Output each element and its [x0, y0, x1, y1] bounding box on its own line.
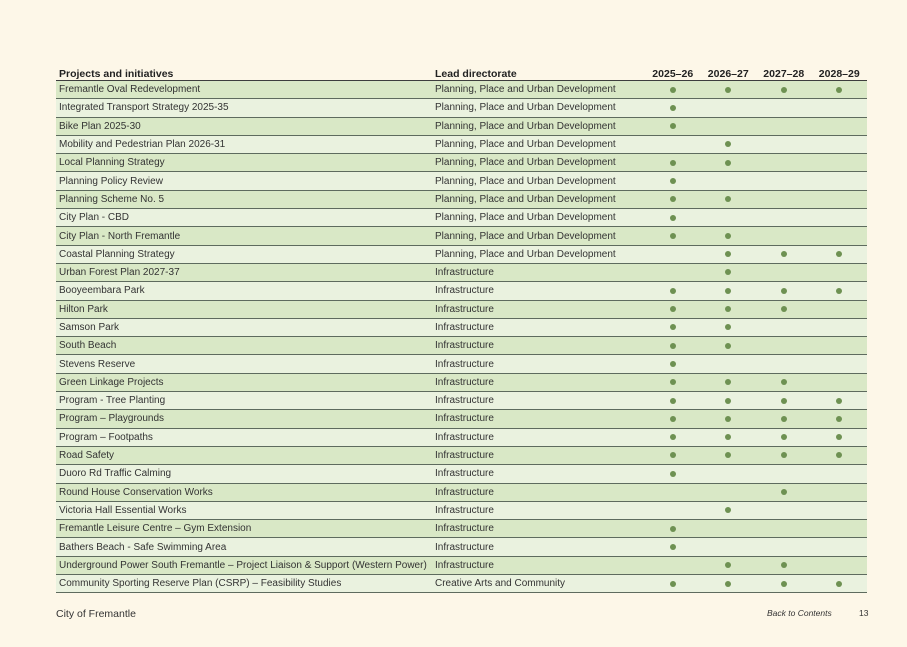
lead-directorate-cell: Infrastructure	[432, 318, 645, 336]
year-cell	[812, 428, 868, 446]
project-name-cell: Fremantle Oval Redevelopment	[56, 81, 432, 99]
table-row	[56, 410, 867, 428]
year-cell	[645, 300, 701, 318]
project-name-cell: Planning Scheme No. 5	[56, 190, 432, 208]
lead-directorate-cell: Infrastructure	[432, 556, 645, 574]
year-cell	[645, 446, 701, 464]
year-cell	[645, 135, 701, 153]
scheduled-dot-icon	[670, 544, 676, 550]
table-row	[56, 373, 867, 391]
scheduled-dot-icon	[670, 361, 676, 367]
scheduled-dot-icon	[725, 141, 731, 147]
year-cell	[701, 355, 757, 373]
year-cell	[812, 410, 868, 428]
year-cell	[645, 245, 701, 263]
year-cell	[645, 501, 701, 519]
project-name-cell: Program - Tree Planting	[56, 392, 432, 410]
project-name-cell: Bathers Beach - Safe Swimming Area	[56, 538, 432, 556]
year-cell	[756, 300, 812, 318]
lead-directorate-cell: Infrastructure	[432, 337, 645, 355]
scheduled-dot-icon	[670, 306, 676, 312]
year-cell	[812, 556, 868, 574]
project-name-cell: Victoria Hall Essential Works	[56, 501, 432, 519]
year-cell	[812, 81, 868, 99]
project-name-cell: South Beach	[56, 337, 432, 355]
table-header-row	[56, 63, 867, 81]
year-cell	[701, 190, 757, 208]
lead-directorate-cell: Infrastructure	[432, 410, 645, 428]
year-cell	[645, 337, 701, 355]
lead-directorate-cell: Infrastructure	[432, 428, 645, 446]
table-row	[56, 282, 867, 300]
year-cell	[701, 245, 757, 263]
project-name-cell: Hilton Park	[56, 300, 432, 318]
year-cell	[756, 154, 812, 172]
lead-directorate-cell: Infrastructure	[432, 465, 645, 483]
scheduled-dot-icon	[670, 324, 676, 330]
table-body	[56, 81, 867, 593]
year-cell	[812, 538, 868, 556]
year-cell	[645, 465, 701, 483]
lead-directorate-cell: Planning, Place and Urban Development	[432, 190, 645, 208]
year-cell	[756, 373, 812, 391]
project-name-cell: Community Sporting Reserve Plan (CSRP) – Feasibility Studies	[56, 575, 432, 593]
project-name-cell: Road Safety	[56, 446, 432, 464]
year-cell	[812, 300, 868, 318]
project-name-cell: Round House Conservation Works	[56, 483, 432, 501]
year-cell	[756, 556, 812, 574]
year-cell	[645, 428, 701, 446]
year-cell	[701, 263, 757, 281]
year-cell	[756, 135, 812, 153]
lead-directorate-cell: Planning, Place and Urban Development	[432, 172, 645, 190]
scheduled-dot-icon	[725, 434, 731, 440]
lead-directorate-cell: Infrastructure	[432, 501, 645, 519]
year-cell	[645, 227, 701, 245]
scheduled-dot-icon	[725, 562, 731, 568]
year-cell	[756, 465, 812, 483]
year-cell	[756, 575, 812, 593]
year-cell	[701, 520, 757, 538]
scheduled-dot-icon	[670, 105, 676, 111]
table-row	[56, 483, 867, 501]
year-cell	[645, 172, 701, 190]
project-name-cell: Program – Footpaths	[56, 428, 432, 446]
year-cell	[812, 99, 868, 117]
year-cell	[812, 227, 868, 245]
year-cell	[645, 392, 701, 410]
scheduled-dot-icon	[725, 507, 731, 513]
year-cell	[756, 446, 812, 464]
project-name-cell: City Plan - CBD	[56, 209, 432, 227]
lead-directorate-cell: Infrastructure	[432, 538, 645, 556]
scheduled-dot-icon	[670, 123, 676, 129]
scheduled-dot-icon	[670, 581, 676, 587]
table-row	[56, 117, 867, 135]
year-cell	[645, 117, 701, 135]
scheduled-dot-icon	[725, 251, 731, 257]
scheduled-dot-icon	[725, 196, 731, 202]
year-cell	[756, 538, 812, 556]
year-cell	[645, 190, 701, 208]
project-name-cell: Integrated Transport Strategy 2025-35	[56, 99, 432, 117]
scheduled-dot-icon	[670, 160, 676, 166]
scheduled-dot-icon	[781, 416, 787, 422]
year-cell	[812, 263, 868, 281]
scheduled-dot-icon	[670, 178, 676, 184]
table-row	[56, 318, 867, 336]
scheduled-dot-icon	[725, 581, 731, 587]
header-year: 2027–28	[756, 63, 812, 81]
scheduled-dot-icon	[781, 562, 787, 568]
projects-table	[56, 63, 867, 593]
year-cell	[812, 520, 868, 538]
year-cell	[701, 99, 757, 117]
year-cell	[701, 538, 757, 556]
year-cell	[645, 483, 701, 501]
scheduled-dot-icon	[725, 398, 731, 404]
lead-directorate-cell: Infrastructure	[432, 282, 645, 300]
year-cell	[756, 428, 812, 446]
year-cell	[812, 483, 868, 501]
lead-directorate-cell: Planning, Place and Urban Development	[432, 117, 645, 135]
year-cell	[701, 483, 757, 501]
year-cell	[812, 245, 868, 263]
scheduled-dot-icon	[670, 434, 676, 440]
table-row	[56, 428, 867, 446]
year-cell	[812, 154, 868, 172]
lead-directorate-cell: Planning, Place and Urban Development	[432, 81, 645, 99]
year-cell	[756, 520, 812, 538]
year-cell	[756, 227, 812, 245]
scheduled-dot-icon	[781, 581, 787, 587]
table-row	[56, 263, 867, 281]
year-cell	[812, 355, 868, 373]
year-cell	[645, 209, 701, 227]
lead-directorate-cell: Infrastructure	[432, 520, 645, 538]
scheduled-dot-icon	[725, 269, 731, 275]
year-cell	[645, 575, 701, 593]
project-name-cell: Mobility and Pedestrian Plan 2026-31	[56, 135, 432, 153]
scheduled-dot-icon	[670, 398, 676, 404]
project-name-cell: Urban Forest Plan 2027-37	[56, 263, 432, 281]
header-year: 2025–26	[645, 63, 701, 81]
scheduled-dot-icon	[670, 288, 676, 294]
year-cell	[756, 172, 812, 190]
table-row	[56, 300, 867, 318]
year-cell	[756, 81, 812, 99]
year-cell	[812, 172, 868, 190]
project-name-cell: Local Planning Strategy	[56, 154, 432, 172]
table-row	[56, 465, 867, 483]
scheduled-dot-icon	[836, 434, 842, 440]
year-cell	[756, 263, 812, 281]
year-cell	[756, 282, 812, 300]
project-name-cell: Booyeembara Park	[56, 282, 432, 300]
year-cell	[812, 446, 868, 464]
scheduled-dot-icon	[781, 87, 787, 93]
scheduled-dot-icon	[781, 434, 787, 440]
scheduled-dot-icon	[725, 452, 731, 458]
scheduled-dot-icon	[725, 324, 731, 330]
scheduled-dot-icon	[725, 233, 731, 239]
table-row	[56, 172, 867, 190]
page-number: 13	[859, 608, 869, 618]
table-row	[56, 446, 867, 464]
scheduled-dot-icon	[836, 398, 842, 404]
scheduled-dot-icon	[836, 416, 842, 422]
year-cell	[701, 154, 757, 172]
project-name-cell: Samson Park	[56, 318, 432, 336]
header-year: 2026–27	[701, 63, 757, 81]
year-cell	[645, 355, 701, 373]
scheduled-dot-icon	[725, 416, 731, 422]
lead-directorate-cell: Planning, Place and Urban Development	[432, 99, 645, 117]
year-cell	[812, 373, 868, 391]
lead-directorate-cell: Infrastructure	[432, 373, 645, 391]
lead-directorate-cell: Infrastructure	[432, 355, 645, 373]
year-cell	[701, 575, 757, 593]
back-to-contents-link[interactable]: Back to Contents	[767, 608, 832, 618]
year-cell	[701, 135, 757, 153]
year-cell	[701, 227, 757, 245]
lead-directorate-cell: Planning, Place and Urban Development	[432, 245, 645, 263]
table-row	[56, 154, 867, 172]
year-cell	[701, 209, 757, 227]
footer-org: City of Fremantle	[56, 608, 136, 620]
header-year: 2028–29	[812, 63, 868, 81]
project-name-cell: Coastal Planning Strategy	[56, 245, 432, 263]
year-cell	[645, 556, 701, 574]
scheduled-dot-icon	[725, 160, 731, 166]
scheduled-dot-icon	[670, 526, 676, 532]
year-cell	[701, 392, 757, 410]
lead-directorate-cell: Planning, Place and Urban Development	[432, 154, 645, 172]
project-name-cell: Program – Playgrounds	[56, 410, 432, 428]
year-cell	[645, 99, 701, 117]
year-cell	[756, 337, 812, 355]
year-cell	[701, 318, 757, 336]
project-name-cell: Planning Policy Review	[56, 172, 432, 190]
year-cell	[701, 300, 757, 318]
year-cell	[812, 209, 868, 227]
lead-directorate-cell: Planning, Place and Urban Development	[432, 135, 645, 153]
scheduled-dot-icon	[670, 452, 676, 458]
scheduled-dot-icon	[836, 251, 842, 257]
year-cell	[701, 117, 757, 135]
scheduled-dot-icon	[781, 379, 787, 385]
year-cell	[756, 318, 812, 336]
lead-directorate-cell: Infrastructure	[432, 446, 645, 464]
scheduled-dot-icon	[781, 452, 787, 458]
year-cell	[645, 318, 701, 336]
scheduled-dot-icon	[725, 343, 731, 349]
scheduled-dot-icon	[781, 288, 787, 294]
year-cell	[645, 282, 701, 300]
project-name-cell: Duoro Rd Traffic Calming	[56, 465, 432, 483]
scheduled-dot-icon	[725, 87, 731, 93]
year-cell	[701, 556, 757, 574]
year-cell	[701, 446, 757, 464]
project-name-cell: City Plan - North Fremantle	[56, 227, 432, 245]
year-cell	[812, 190, 868, 208]
table-row	[56, 501, 867, 519]
table-row	[56, 190, 867, 208]
year-cell	[645, 410, 701, 428]
year-cell	[812, 117, 868, 135]
year-cell	[812, 135, 868, 153]
year-cell	[645, 81, 701, 99]
year-cell	[701, 410, 757, 428]
scheduled-dot-icon	[725, 288, 731, 294]
project-name-cell: Stevens Reserve	[56, 355, 432, 373]
project-name-cell: Underground Power South Fremantle – Project Liaison & Support (Western Power)	[56, 556, 432, 574]
lead-directorate-cell: Creative Arts and Community	[432, 575, 645, 593]
year-cell	[645, 520, 701, 538]
lead-directorate-cell: Infrastructure	[432, 392, 645, 410]
project-name-cell: Green Linkage Projects	[56, 373, 432, 391]
year-cell	[701, 282, 757, 300]
year-cell	[812, 392, 868, 410]
year-cell	[645, 263, 701, 281]
year-cell	[701, 465, 757, 483]
scheduled-dot-icon	[836, 452, 842, 458]
table-row	[56, 81, 867, 99]
scheduled-dot-icon	[836, 87, 842, 93]
lead-directorate-cell: Infrastructure	[432, 483, 645, 501]
scheduled-dot-icon	[781, 306, 787, 312]
table-row	[56, 556, 867, 574]
scheduled-dot-icon	[670, 416, 676, 422]
table-row	[56, 99, 867, 117]
scheduled-dot-icon	[781, 489, 787, 495]
scheduled-dot-icon	[670, 343, 676, 349]
table-row	[56, 337, 867, 355]
year-cell	[756, 245, 812, 263]
year-cell	[701, 373, 757, 391]
year-cell	[756, 355, 812, 373]
lead-directorate-cell: Planning, Place and Urban Development	[432, 209, 645, 227]
year-cell	[812, 318, 868, 336]
scheduled-dot-icon	[670, 233, 676, 239]
header-lead: Lead directorate	[432, 63, 645, 81]
table-row	[56, 245, 867, 263]
scheduled-dot-icon	[836, 288, 842, 294]
year-cell	[756, 190, 812, 208]
year-cell	[756, 117, 812, 135]
year-cell	[756, 483, 812, 501]
year-cell	[645, 373, 701, 391]
scheduled-dot-icon	[670, 215, 676, 221]
year-cell	[812, 337, 868, 355]
scheduled-dot-icon	[781, 251, 787, 257]
project-name-cell: Fremantle Leisure Centre – Gym Extension	[56, 520, 432, 538]
year-cell	[756, 501, 812, 519]
year-cell	[701, 337, 757, 355]
table-row	[56, 135, 867, 153]
year-cell	[701, 428, 757, 446]
scheduled-dot-icon	[725, 379, 731, 385]
table-row	[56, 538, 867, 556]
year-cell	[701, 81, 757, 99]
table-row	[56, 227, 867, 245]
year-cell	[756, 410, 812, 428]
scheduled-dot-icon	[670, 379, 676, 385]
year-cell	[645, 154, 701, 172]
year-cell	[701, 501, 757, 519]
year-cell	[812, 501, 868, 519]
table-row	[56, 392, 867, 410]
lead-directorate-cell: Planning, Place and Urban Development	[432, 227, 645, 245]
table-row	[56, 575, 867, 593]
lead-directorate-cell: Infrastructure	[432, 300, 645, 318]
scheduled-dot-icon	[670, 471, 676, 477]
year-cell	[701, 172, 757, 190]
table-row	[56, 520, 867, 538]
table-row	[56, 209, 867, 227]
year-cell	[812, 575, 868, 593]
scheduled-dot-icon	[670, 87, 676, 93]
year-cell	[756, 209, 812, 227]
table-row	[56, 355, 867, 373]
scheduled-dot-icon	[836, 581, 842, 587]
scheduled-dot-icon	[725, 306, 731, 312]
project-name-cell: Bike Plan 2025-30	[56, 117, 432, 135]
year-cell	[812, 465, 868, 483]
year-cell	[812, 282, 868, 300]
scheduled-dot-icon	[781, 398, 787, 404]
projects-table-container	[56, 63, 867, 593]
scheduled-dot-icon	[670, 196, 676, 202]
year-cell	[756, 99, 812, 117]
year-cell	[756, 392, 812, 410]
lead-directorate-cell: Infrastructure	[432, 263, 645, 281]
year-cell	[645, 538, 701, 556]
header-project: Projects and initiatives	[56, 63, 432, 81]
